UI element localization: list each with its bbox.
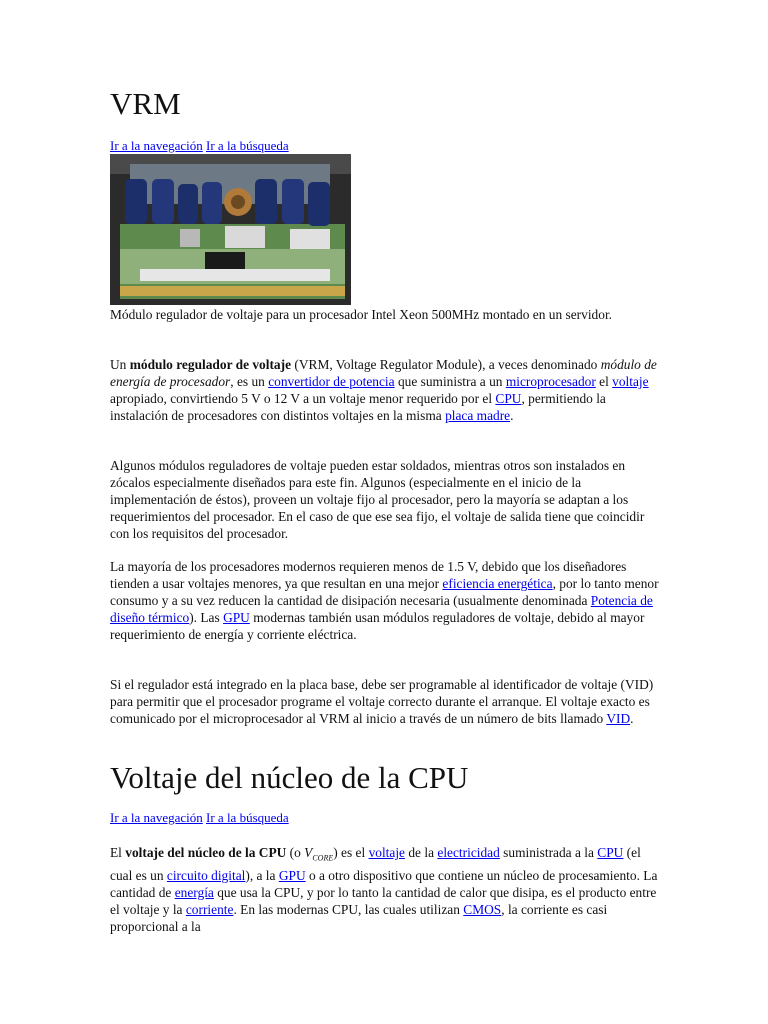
jump-links: [110, 810, 289, 826]
link-corriente[interactable]: corriente: [185, 901, 234, 917]
text: .: [630, 711, 634, 726]
jump-links: [110, 138, 289, 154]
link-cpu[interactable]: CPU: [597, 845, 624, 860]
text: ), a la: [245, 867, 279, 883]
link-convertidor[interactable]: convertidor de potencia: [268, 374, 395, 389]
text: ) es el: [333, 845, 369, 860]
paragraph-modern-processors: [110, 558, 660, 643]
text: .: [510, 408, 514, 423]
text: , permitiendo la instalación de procesadores con distintos voltajes en la misma: [110, 391, 606, 423]
text: . En las modernas CPU, las cuales utilizan: [233, 901, 464, 917]
text: , es un: [230, 374, 269, 389]
section-title: Voltaje del núcleo de la CPU: [110, 760, 469, 795]
paragraph-intro: [110, 356, 660, 424]
paragraph-core-voltage: [110, 844, 660, 935]
text: (el cual es un: [110, 845, 641, 883]
text: que suministra a un: [394, 374, 506, 389]
text: , la corriente es casi proporcional a la: [110, 901, 608, 934]
text: Si el regulador está integrado en la placa base, debe ser programable al identificador de voltaje (VID) para permitir que el procesador programe el voltaje correcto durante el arranque. El voltaje exacto es comunicado por el microprocesador al VRM al inicio a través de un número de bits llamado: [110, 677, 654, 726]
text: ). Las: [189, 610, 224, 625]
text: (o: [286, 845, 305, 860]
page-title: VRM: [110, 86, 181, 121]
paragraph-soldered: Algunos módulos reguladores de voltaje pueden estar soldados, mientras otros son instalados en zócalos especialmente diseñados para este fin. Algunos (especialmente en el inicio de la implementación de éstos), proveen un voltaje fijo al procesador, pero la mayoría se adaptan a los requerimientos del procesador. En el caso de que ese sea fijo, el voltaje de salida tiene que coincidir con los requisitos del procesador.: [110, 458, 645, 541]
link-electricidad[interactable]: electricidad: [437, 845, 500, 860]
text: el: [595, 374, 613, 389]
link-gpu[interactable]: GPU: [278, 867, 306, 883]
bold-term: voltaje del núcleo de la CPU: [125, 845, 287, 860]
link-eficiencia[interactable]: eficiencia energética: [442, 576, 553, 591]
text: o a otro dispositivo que contiene un núcleo de procesamiento. La cantidad de: [110, 867, 658, 900]
link-voltaje[interactable]: voltaje: [612, 374, 649, 389]
link-circuito-digital[interactable]: circuito digital: [166, 867, 246, 883]
text: de la: [405, 845, 438, 860]
vcore-sub: CORE: [312, 853, 334, 863]
text: El: [110, 845, 126, 860]
italic-term: módulo de energía de procesador: [110, 357, 657, 389]
text: que usa la CPU, y por lo tanto la cantidad de calor que disipa, es el producto entre el voltaje y la: [110, 884, 657, 917]
text: Un: [110, 357, 130, 372]
nav-link[interactable]: Ir a la navegación: [110, 810, 203, 825]
text: modernas también usan módulos reguladores de voltaje, debido al mayor requerimiento de energía y corriente eléctrica.: [110, 610, 645, 642]
search-link[interactable]: Ir a la búsqueda: [206, 810, 289, 825]
search-link[interactable]: Ir a la búsqueda: [206, 138, 289, 153]
vcore-v: V: [304, 845, 313, 860]
paragraph-vid: [110, 676, 660, 727]
link-energia[interactable]: energía: [174, 884, 214, 900]
bold-term: módulo regulador de voltaje: [129, 357, 292, 372]
link-tdp[interactable]: Potencia de diseño térmico: [110, 593, 653, 625]
text: (VRM, Voltage Regulator Module), a veces denominado: [291, 357, 601, 372]
link-voltaje[interactable]: voltaje: [368, 845, 406, 860]
link-microprocesador[interactable]: microprocesador: [505, 374, 596, 389]
nav-link[interactable]: Ir a la navegación: [110, 138, 203, 153]
link-cmos[interactable]: CMOS: [463, 901, 502, 917]
vcore-symbol: [304, 845, 334, 863]
link-vid[interactable]: VID: [606, 711, 631, 726]
text: , por lo tanto menor consumo y a su vez reducen la cantidad de disipación necesaria (usualmente denominada: [110, 576, 659, 608]
text: suministrada a la: [499, 845, 598, 860]
vrm-board-photo: [110, 154, 351, 305]
link-gpu[interactable]: GPU: [223, 610, 250, 625]
link-placa-madre[interactable]: placa madre: [445, 408, 511, 423]
link-cpu[interactable]: CPU: [495, 391, 522, 406]
image-caption: Módulo regulador de voltaje para un procesador Intel Xeon 500MHz montado en un servidor.: [110, 307, 613, 322]
text: La mayoría de los procesadores modernos requieren menos de 1.5 V, debido que los diseñadores tienden a usar voltajes menores, ya que resultan en una mejor: [110, 559, 627, 591]
text: apropiado, convirtiendo 5 V o 12 V a un voltaje menor requerido por el: [110, 391, 496, 406]
